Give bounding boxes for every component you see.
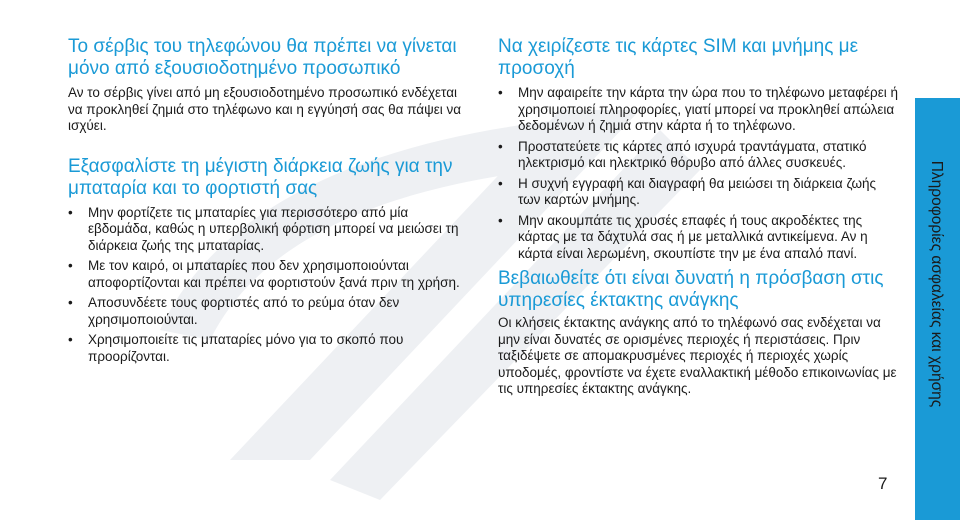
section-body-authorized-service: Αν το σέρβις γίνει από μη εξουσιοδοτημένο προσωπικό ενδέχεται να προκληθεί ζημιά στο τηλέφωνο και η εγγύησή σας θα πάψει να ισχύει. xyxy=(68,85,462,133)
list-item: • Μην αφαιρείτε την κάρτα την ώρα που το τηλέφωνο μεταφέρει ή χρησιμοποιεί πληροφορίες, γιατί μπορεί να προκληθεί απώλεια δεδομένων ή ζημιά στην κάρτα ή το τηλέφωνο. xyxy=(498,85,898,135)
battery-tips-list xyxy=(68,205,468,366)
right-column xyxy=(498,36,898,398)
section-body-emergency-access: Οι κλήσεις έκτακτης ανάγκης από το τηλέφωνό σας ενδέχεται να μην είναι δυνατές σε ορισμένες περιοχές ή περιστάσεις. Πριν ταξιδέψετε σε απομακρυσμένες περιοχές ή περιοχές χωρίς υποδομές, φροντίστε να έχετε εναλλακτική μέθοδο επικοινωνίας με τις υπηρεσίες έκτακτης ανάγκης. xyxy=(498,315,897,396)
section-title-authorized-service: Το σέρβις του τηλεφώνου θα πρέπει να γίνεται μόνο από εξουσιοδοτημένο προσωπικό xyxy=(68,36,457,79)
page-number: 7 xyxy=(878,474,888,493)
list-item: • Χρησιμοποιείτε τις μπαταρίες μόνο για το σκοπό που προορίζονται. xyxy=(68,332,468,365)
card-tips-list xyxy=(498,85,898,262)
section-title-card-handling: Να χειρίζεστε τις κάρτες SIM και μνήμης με προσοχή xyxy=(498,36,859,79)
list-item: • Αποσυνδέετε τους φορτιστές από το ρεύμα όταν δεν χρησιμοποιούνται. xyxy=(68,295,468,328)
list-item: • Η συχνή εγγραφή και διαγραφή θα μειώσει τη διάρκεια ζωής των καρτών μνήμης. xyxy=(498,176,898,209)
list-item: • Με τον καιρό, οι μπαταρίες που δεν χρησιμοποιούνται αποφορτίζονται και πρέπει να φορτιστούν ξανά πριν τη χρήση. xyxy=(68,258,468,291)
list-item: • Μην φορτίζετε τις μπαταρίες για περισσότερο από μία εβδομάδα, καθώς η υπερβολική φόρτιση μπορεί να μειώσει τη διάρκεια ζωής της μπαταρίας. xyxy=(68,205,468,255)
section-title-battery-life: Εξασφαλίστε τη μέγιστη διάρκεια ζωής για την μπαταρία και το φορτιστή σας xyxy=(68,155,453,199)
list-item: • Μην ακουμπάτε τις χρυσές επαφές ή τους ακροδέκτες της κάρτας με τα δάχτυλά σας ή με μεταλλικά αντικείμενα. Αν η κάρτα είναι λερωμένη, σκουπίστε την με ένα απαλό πανί. xyxy=(498,213,898,263)
side-tab-label: Πληροφορίες ασφαλείας και χρήσης xyxy=(928,160,945,408)
section-title-emergency-access: Βεβαιωθείτε ότι είναι δυνατή η πρόσβαση στις υπηρεσίες έκτακτης ανάγκης xyxy=(498,268,884,311)
list-item: • Προστατεύετε τις κάρτες από ισχυρά τραντάγματα, στατικό ηλεκτρισμό και ηλεκτρικό θόρυβο από άλλες συσκευές. xyxy=(498,139,898,172)
left-column xyxy=(68,36,468,369)
